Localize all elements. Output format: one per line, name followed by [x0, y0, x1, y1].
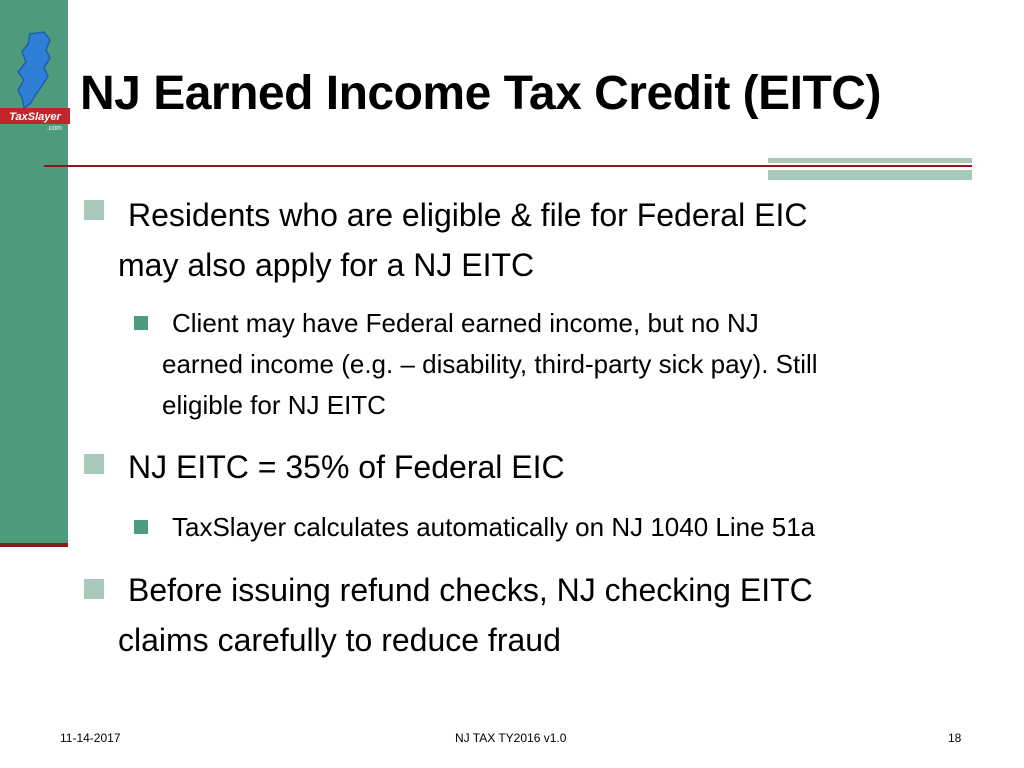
taxslayer-logo: [0, 28, 72, 136]
side-accent-edge: [0, 543, 68, 547]
bullet-line: TaxSlayer calculates automatically on NJ 1040 Line 51a: [172, 512, 816, 542]
bullet-line: claims carefully to reduce fraud: [118, 622, 561, 658]
nj-map-icon: [18, 32, 50, 108]
footer-date: 11-14-2017: [60, 731, 121, 745]
bullet-line: may also apply for a NJ EITC: [118, 247, 535, 283]
bullet-line: Residents who are eligible & file for Federal EIC: [128, 197, 808, 233]
square-bullet-icon: [84, 579, 104, 599]
bullet-line: earned income (e.g. – disability, third-party sick pay). Still: [162, 349, 818, 379]
logo-domain: .com: [46, 125, 62, 132]
square-bullet-icon: [84, 454, 104, 474]
logo-wordmark: TaxSlayer: [9, 111, 61, 123]
title-accent-bar-thick: [768, 170, 972, 180]
bullet-line: Client may have Federal earned income, but no NJ: [172, 308, 759, 338]
square-bullet-icon: [134, 316, 148, 330]
square-bullet-icon: [134, 520, 148, 534]
bullet-line: NJ EITC = 35% of Federal EIC: [128, 449, 565, 485]
title-accent-bar-thin: [768, 158, 972, 163]
footer-page-number: 18: [948, 731, 962, 745]
bullet-line: Before issuing refund checks, NJ checking EITC: [128, 572, 813, 608]
title-underline: [44, 165, 972, 167]
bullet-line: eligible for NJ EITC: [162, 390, 386, 420]
slide-title: NJ Earned Income Tax Credit (EITC): [80, 67, 881, 120]
square-bullet-icon: [84, 200, 104, 220]
footer-title: NJ TAX TY2016 v1.0: [455, 731, 567, 745]
